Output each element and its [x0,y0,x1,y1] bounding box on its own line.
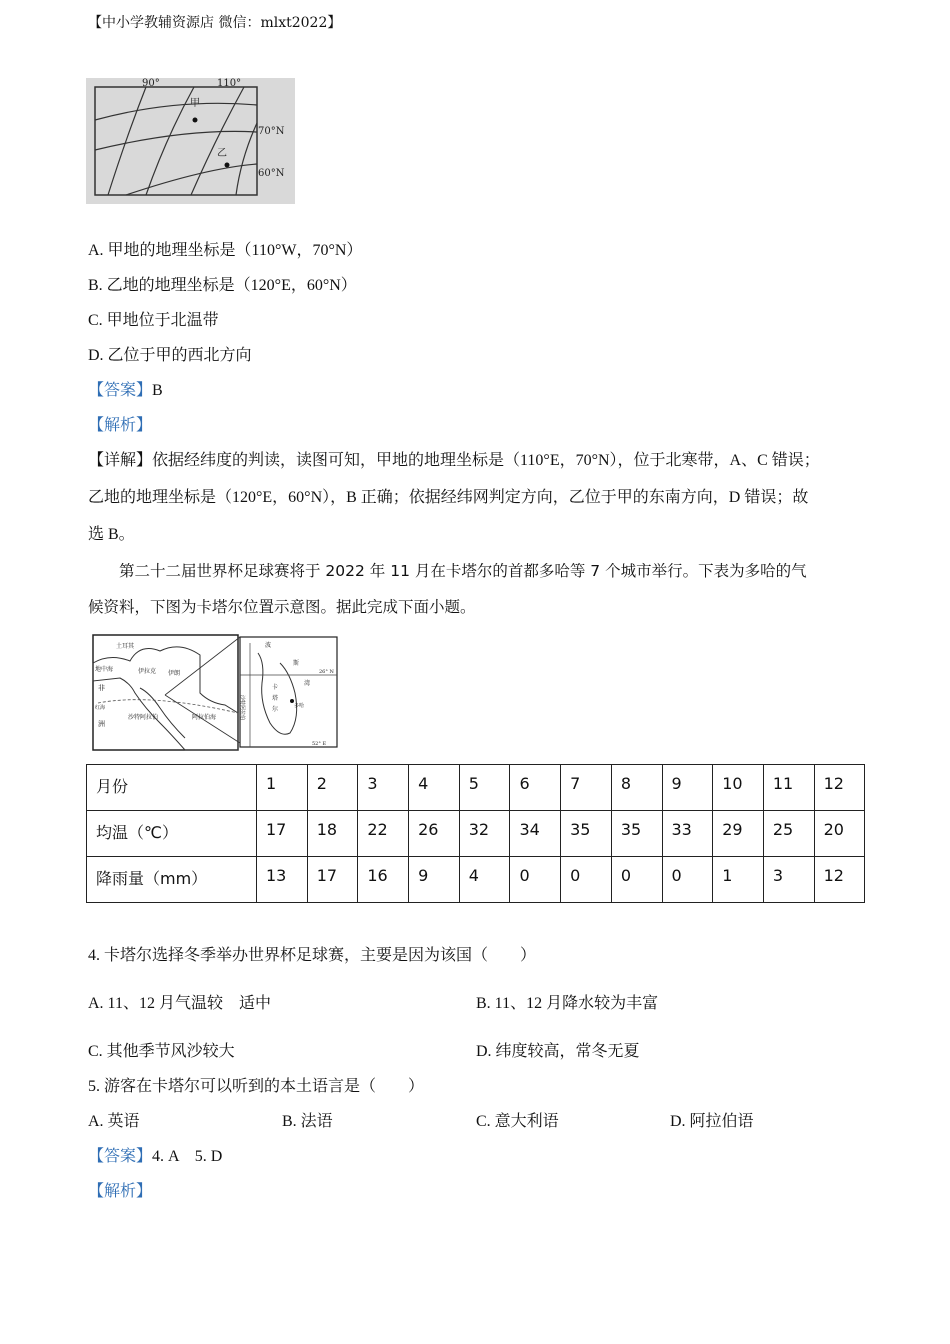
row-header: 均温（℃） [87,811,257,857]
table-cell: 9 [662,765,713,811]
table-cell: 12 [814,857,865,903]
table-cell: 35 [561,811,612,857]
lat-60-label: 60°N [258,168,285,179]
option-d-prev: D. 乙位于甲的西北方向 [88,347,252,364]
q5-option-d: D. 阿拉伯语 [670,1113,754,1130]
q5-stem: 5. 游客在卡塔尔可以听到的本土语言是（ ） [88,1078,425,1095]
label-gulf-bo: 波 [265,642,272,649]
label-saudi-vertical: 沙特阿拉伯 [239,695,245,721]
label-gulf-wan: 湾 [304,680,311,687]
rainfall-row [87,857,865,903]
table-cell: 29 [713,811,764,857]
label-lat-26: 26° N [319,669,334,675]
q5-option-a: A. 英语 [88,1113,140,1130]
q4-stem: 4. 卡塔尔选择冬季举办世界杯足球赛，主要是因为该国（ ） [88,947,537,964]
table-cell: 12 [814,765,865,811]
table-cell: 3 [763,857,814,903]
detail-tag: 【详解】 [88,452,153,469]
table-cell: 11 [763,765,814,811]
label-saudi: 沙特阿拉伯 [128,714,159,721]
table-cell: 20 [814,811,865,857]
answer2-text: 4. A 5. D [152,1148,223,1165]
table-cell: 3 [358,765,409,811]
table-cell: 10 [713,765,764,811]
label-red-sea: 红海 [95,705,106,711]
table-cell: 0 [510,857,561,903]
table-cell: 4 [409,765,460,811]
q4-option-b: B. 11、12 月降水较为丰富 [476,995,659,1012]
q4-option-a: A. 11、12 月气温较 适中 [88,995,271,1012]
detail-text-1: 依据经纬度的判读，读图可知，甲地的地理坐标是（110°E，70°N），位于北寒带，A、C 错误； [152,452,820,469]
answer-value: B [152,382,163,399]
table-cell: 17 [257,811,308,857]
label-gulf-si: 斯 [293,660,300,667]
detail-line-2: 乙地的地理坐标是（120°E，60°N），B 正确；依据经纬网判定方向，乙位于甲的东南方向，D 错误；故 [88,489,809,506]
table-cell: 7 [561,765,612,811]
table-cell: 13 [257,857,308,903]
lat-70-label: 70°N [258,126,285,137]
table-cell: 8 [611,765,662,811]
detail-line-3: 选 B。 [88,526,135,543]
label-doha: 多哈 [294,703,305,709]
label-iran: 伊朗 [168,670,181,677]
table-cell: 26 [409,811,460,857]
q5-option-c: C. 意大利语 [476,1113,559,1130]
label-qatar-er: 尔 [272,706,279,713]
label-continent: 洲 [98,720,105,728]
table-cell: 0 [662,857,713,903]
table-cell: 6 [510,765,561,811]
table-cell: 32 [459,811,510,857]
table-cell: 1 [257,765,308,811]
qatar-location-map [90,633,340,753]
q5-option-b: B. 法语 [282,1113,333,1130]
label-turkey: 土耳其 [116,643,135,650]
intro-line-1: 第二十二届世界杯足球赛将于 2022 年 11 月在卡塔尔的首都多哈等 7 个城市举行。下表为多哈的气 [119,562,807,580]
answer-tag: 【答案】 [88,382,153,399]
point-yi-label: 乙 [217,148,227,159]
label-africa: 非 [98,684,105,692]
label-arabian-sea: 阿拉伯海 [192,714,217,721]
q4-option-c: C. 其他季节风沙较大 [88,1043,235,1060]
option-b-prev: B. 乙地的地理坐标是（120°E，60°N） [88,277,357,294]
table-cell: 0 [561,857,612,903]
q4-option-d: D. 纬度较高，常冬无夏 [476,1043,640,1060]
answer-line-1 [88,381,163,401]
point-jia-marker [193,118,198,123]
table-cell: 34 [510,811,561,857]
answer-line-2 [88,1147,222,1167]
label-mediterranean: 地中海 [95,666,114,673]
watermark-text: 【中小学教辅资源店 微信：mlxt2022】 [88,15,342,31]
label-qatar-ka: 卡 [272,684,279,691]
table-cell: 18 [307,811,358,857]
table-cell: 22 [358,811,409,857]
lon-90-label: 90° [142,78,160,89]
analysis2-tag: 【解析】 [88,1183,153,1200]
label-qatar-ta: 塔 [272,695,279,702]
label-lon-52: 52° E [312,741,327,747]
lat-long-grid-figure [86,78,295,204]
intro-line-2: 候资料，下图为卡塔尔位置示意图。据此完成下面小题。 [88,598,476,616]
table-cell: 4 [459,857,510,903]
doha-climate-table [86,764,865,903]
table-cell: 1 [713,857,764,903]
row-header: 降雨量（mm） [87,857,257,903]
table-cell: 17 [307,857,358,903]
temperature-row [87,811,865,857]
table-cell: 5 [459,765,510,811]
label-iraq: 伊拉克 [138,668,157,675]
table-cell: 33 [662,811,713,857]
table-cell: 0 [611,857,662,903]
point-yi-marker [225,163,230,168]
table-cell: 9 [409,857,460,903]
option-a-prev: A. 甲地的地理坐标是（110°W，70°N） [88,242,363,259]
analysis-tag: 【解析】 [88,417,153,434]
lon-110-label: 110° [217,78,242,89]
table-cell: 35 [611,811,662,857]
month-row [87,765,865,811]
table-cell: 16 [358,857,409,903]
row-header: 月份 [87,765,257,811]
answer2-tag: 【答案】 [88,1148,153,1165]
option-c-prev: C. 甲地位于北温带 [88,312,219,329]
table-cell: 25 [763,811,814,857]
detail-line-1 [88,451,820,471]
point-jia-label: 甲 [190,98,200,109]
table-cell: 2 [307,765,358,811]
